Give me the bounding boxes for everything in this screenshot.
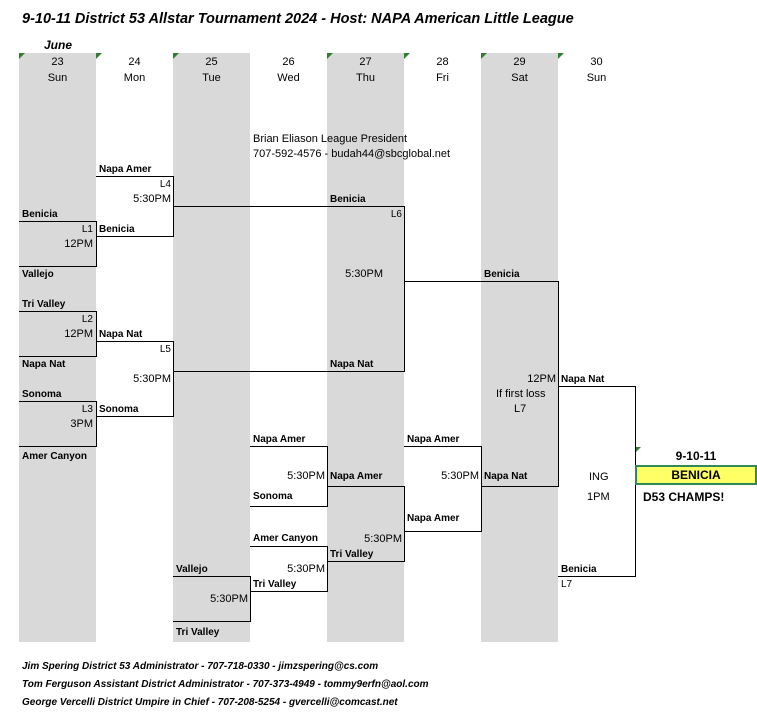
day-name: Sun <box>586 72 607 84</box>
bracket-line <box>173 576 251 577</box>
bracket-line <box>404 486 405 561</box>
bracket-line <box>19 446 97 447</box>
bracket-line <box>327 561 405 562</box>
bracket-line <box>404 206 405 371</box>
bracket-line <box>404 446 482 447</box>
game-code: L4 <box>159 179 171 190</box>
game-code: L7 <box>514 403 527 415</box>
team-name: Napa Amer <box>407 434 460 445</box>
status-text: ING <box>589 471 609 483</box>
bracket-line <box>250 546 328 547</box>
team-name: Benicia <box>22 209 58 220</box>
day-number: 29 <box>513 56 526 68</box>
day-number: 24 <box>128 56 141 68</box>
column-day-25 <box>173 53 250 642</box>
team-name: Napa Amer <box>253 434 306 445</box>
team-name: Tri Valley <box>330 549 374 560</box>
team-name: Napa Amer <box>99 164 152 175</box>
game-time: 5:30PM <box>287 563 325 575</box>
page-title: 9-10-11 District 53 Allstar Tournament 2024 - Host: NAPA American Little League <box>22 11 574 27</box>
team-name: Sonoma <box>99 404 139 415</box>
bracket-line <box>558 386 636 387</box>
game-time: 5:30PM <box>210 593 248 605</box>
bracket-line <box>327 546 328 591</box>
president-name: Brian Eliason League President <box>253 133 408 145</box>
day-number: 25 <box>205 56 218 68</box>
bracket-line <box>250 576 251 621</box>
column-day-29 <box>481 53 558 642</box>
game-code: L3 <box>81 404 93 415</box>
bracket-line <box>327 486 405 487</box>
bracket-line <box>404 531 482 532</box>
bracket-line <box>327 371 405 372</box>
day-name: Mon <box>123 72 146 84</box>
day-number: 30 <box>590 56 603 68</box>
day-name: Tue <box>202 72 221 84</box>
game-time: 3PM <box>70 418 93 430</box>
bracket-line <box>19 401 97 402</box>
day-name: Fri <box>436 72 449 84</box>
day-number: 23 <box>51 56 64 68</box>
condition-note: If first loss <box>496 388 546 400</box>
day-number: 27 <box>359 56 372 68</box>
team-name: Napa Nat <box>330 359 374 370</box>
champion-box: BENICIA <box>635 465 757 485</box>
bracket-line <box>250 591 328 592</box>
day-name: Thu <box>356 72 375 84</box>
game-code: L7 <box>561 579 573 590</box>
game-time: 5:30PM <box>133 193 171 205</box>
bracket-line <box>96 401 97 446</box>
champion-label: 9-10-11 <box>675 449 717 463</box>
team-name: Benicia <box>99 224 135 235</box>
game-time: 12PM <box>527 373 556 385</box>
game-code: L2 <box>81 314 93 325</box>
game-time: 12PM <box>64 328 93 340</box>
team-name: Napa Nat <box>99 329 143 340</box>
bracket-line <box>558 576 636 577</box>
game-time: 1PM <box>587 491 610 503</box>
day-name: Sat <box>511 72 528 84</box>
champion-caption: D53 CHAMPS! <box>643 490 725 504</box>
team-name: Vallejo <box>176 564 208 575</box>
team-name: Napa Amer <box>330 471 383 482</box>
bracket-line <box>19 221 97 222</box>
game-code: L6 <box>390 209 402 220</box>
team-name: Benicia <box>484 269 520 280</box>
team-name: Tri Valley <box>22 299 66 310</box>
bracket-line <box>96 236 174 237</box>
team-name: Benicia <box>561 564 597 575</box>
bracket-line <box>19 266 97 267</box>
footer-contact: Tom Ferguson Assistant District Administrator - 707-373-4949 - tommy9erfn@aol.com <box>22 679 429 690</box>
game-time: 5:30PM <box>441 470 479 482</box>
game-code: L5 <box>159 344 171 355</box>
bracket-line <box>96 341 174 342</box>
bracket-line <box>481 446 482 531</box>
month-label: June <box>44 38 73 52</box>
game-code: L1 <box>81 224 93 235</box>
footer-contact: Jim Spering District 53 Administrator - 707-718-0330 - jimzspering@cs.com <box>22 661 379 672</box>
bracket-line <box>173 206 328 207</box>
team-name: Sonoma <box>253 491 293 502</box>
bracket-line <box>481 486 559 487</box>
game-time: 5:30PM <box>345 268 383 280</box>
team-name: Napa Amer <box>407 513 460 524</box>
bracket-line <box>250 446 328 447</box>
column-day-23 <box>19 53 96 642</box>
game-time: 5:30PM <box>287 470 325 482</box>
day-number: 28 <box>436 56 449 68</box>
team-name: Napa Nat <box>22 359 66 370</box>
footer-contact: George Vercelli District Umpire in Chief - 707-208-5254 - gvercelli@comcast.net <box>22 697 398 708</box>
bracket-line <box>96 221 97 266</box>
bracket-line <box>173 371 328 372</box>
game-time: 5:30PM <box>133 373 171 385</box>
bracket-line <box>19 356 97 357</box>
team-name: Napa Nat <box>484 471 528 482</box>
bracket-line <box>96 416 174 417</box>
team-name: Tri Valley <box>253 579 297 590</box>
game-time: 12PM <box>64 238 93 250</box>
bracket-line <box>327 206 405 207</box>
team-name: Vallejo <box>22 269 54 280</box>
president-contact: 707-592-4576 - budah44@sbcglobal.net <box>253 148 451 160</box>
bracket-line <box>96 176 174 177</box>
team-name: Amer Canyon <box>253 533 319 544</box>
day-number: 26 <box>282 56 295 68</box>
bracket-line <box>558 281 559 486</box>
bracket-line <box>327 446 328 506</box>
team-name: Benicia <box>330 194 366 205</box>
team-name: Tri Valley <box>176 627 220 638</box>
team-name: Napa Nat <box>561 374 605 385</box>
day-name: Wed <box>277 72 300 84</box>
bracket-line <box>173 341 174 416</box>
bracket-line <box>19 311 97 312</box>
game-time: 5:30PM <box>364 533 402 545</box>
day-name: Sun <box>47 72 68 84</box>
team-name: Sonoma <box>22 389 62 400</box>
bracket-line <box>173 621 251 622</box>
team-name: Amer Canyon <box>22 451 88 462</box>
bracket-line <box>404 281 559 282</box>
bracket-line <box>250 506 328 507</box>
